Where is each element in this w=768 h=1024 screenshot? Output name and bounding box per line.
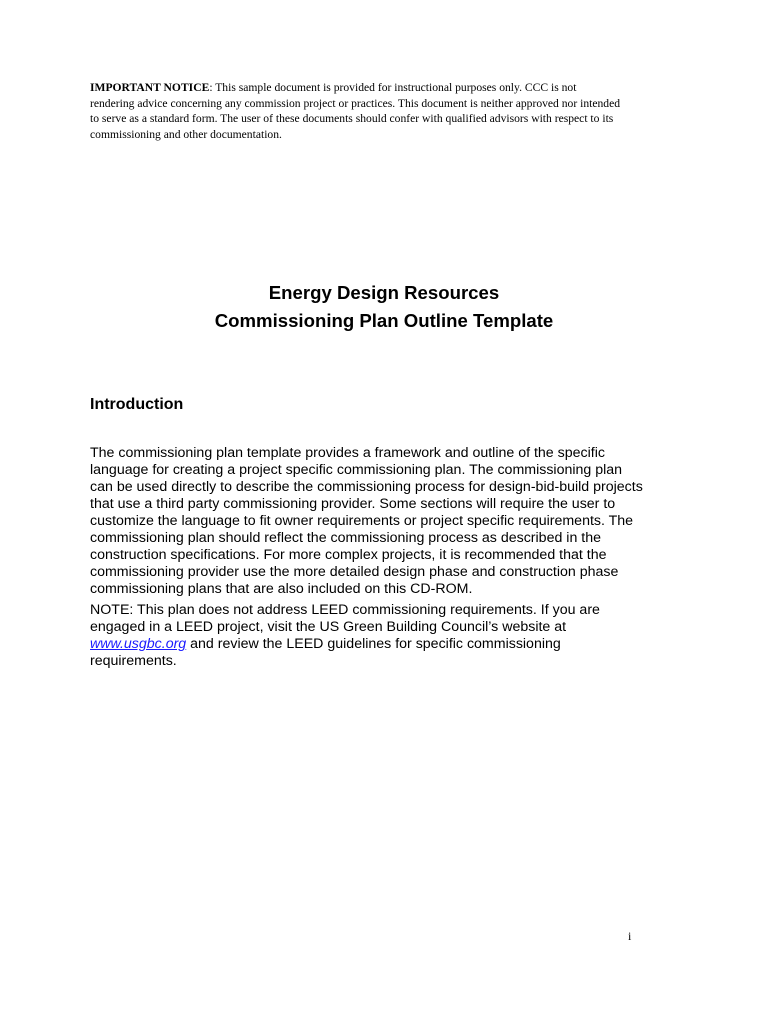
paragraph-line: customize the language to fit owner requirements or project specific requirements. The <box>90 513 634 529</box>
paragraph-line: The commissioning plan template provides a framework and outline of the specific <box>90 445 605 461</box>
page-number: i <box>628 929 632 943</box>
paragraph-line: commissioning plan should reflect the commissioning process as described in the <box>90 530 601 546</box>
paragraph-line: language for creating a project specific commissioning plan. The commissioning plan <box>90 462 623 478</box>
important-notice <box>90 80 680 142</box>
section-heading-introduction: Introduction <box>90 396 184 413</box>
paragraph-line: construction specifications. For more complex projects, it is recommended that the <box>90 547 607 563</box>
document-title <box>0 279 768 335</box>
paragraph-line: commissioning provider use the more detailed design phase and construction phase <box>90 564 619 580</box>
paragraph-line: can be used directly to describe the commissioning process for design-bid-build projects <box>90 479 643 495</box>
note-line: requirements. <box>90 653 177 669</box>
notice-line: : This sample document is provided for instructional purposes only. CCC is not <box>209 81 577 94</box>
note-line <box>90 636 690 653</box>
title-line-2: Commissioning Plan Outline Template <box>214 310 554 331</box>
note-line: NOTE: This plan does not address LEED commissioning requirements. If you are <box>90 602 600 618</box>
notice-line: rendering advice concerning any commission project or practices. This document is neither approved nor intended <box>90 96 621 110</box>
notice-line: commissioning and other documentation. <box>90 127 282 141</box>
paragraph-line: that use a third party commissioning provider. Some sections will require the user to <box>90 496 616 512</box>
introduction-body <box>90 445 690 670</box>
notice-lead: IMPORTANT NOTICE <box>90 81 210 94</box>
title-line-1: Energy Design Resources <box>268 282 500 303</box>
note-line: engaged in a LEED project, visit the US Green Building Council’s website at <box>90 619 567 635</box>
usgbc-link[interactable]: www.usgbc.org <box>90 636 187 652</box>
notice-line: to serve as a standard form. The user of these documents should confer with qualified advisors with respect to its <box>90 112 614 125</box>
note-line-rest: and review the LEED guidelines for specific commissioning <box>186 636 561 652</box>
paragraph-line: commissioning plans that are also included on this CD-ROM. <box>90 581 473 597</box>
